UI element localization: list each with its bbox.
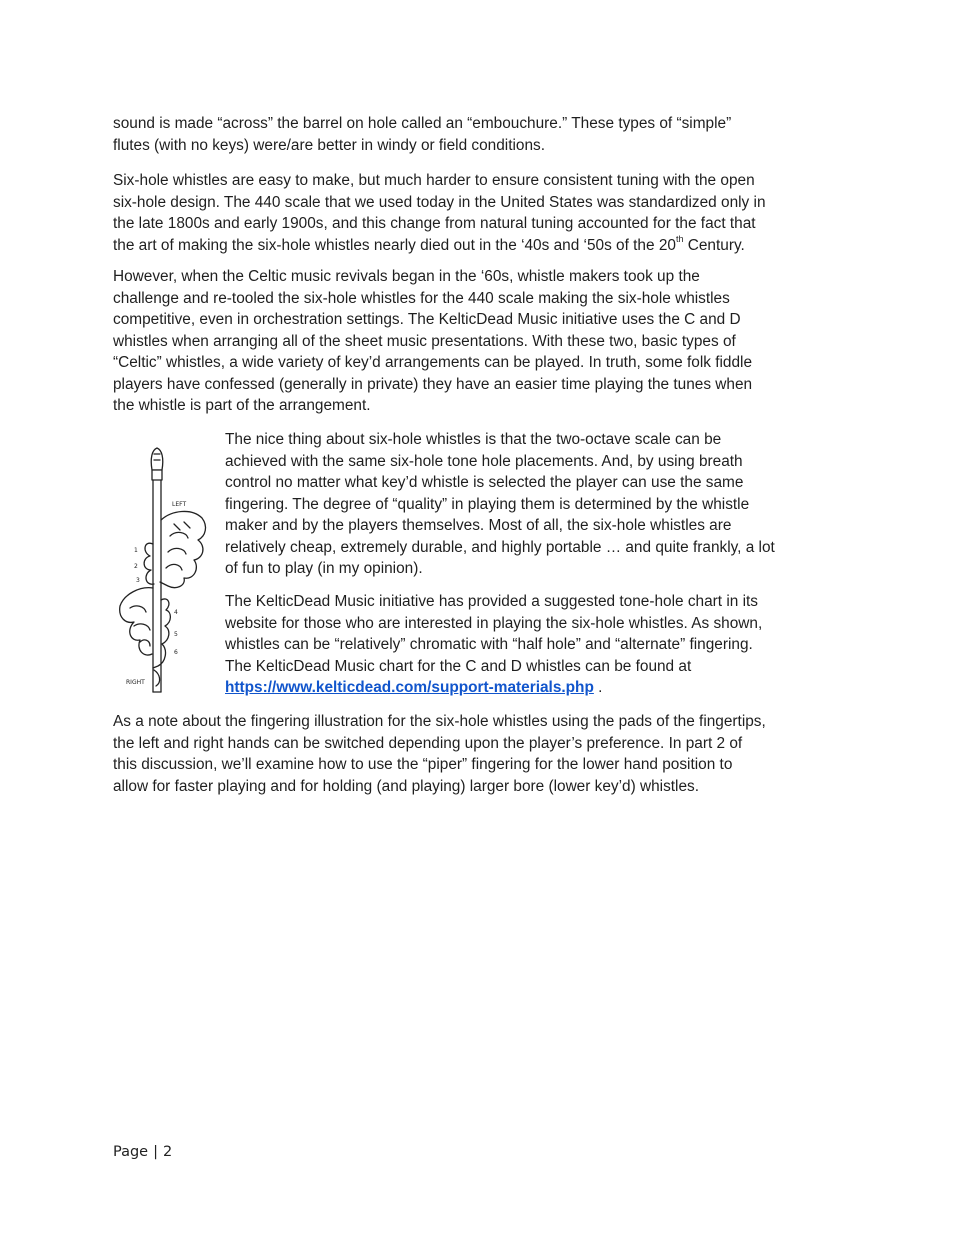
text-line: website for those who are interested in playing the six-hole whistles. As shown, — [225, 614, 763, 632]
text-line: “Celtic” whistles, a wide variety of key’d arrangements can be played. In truth, some folk fiddle — [113, 354, 753, 371]
hole-number: 4 — [174, 609, 178, 616]
page-footer — [113, 1144, 172, 1160]
text-line: whistles can be “relatively” chromatic with “half hole” and “alternate” fingering. — [225, 636, 753, 653]
text-line — [113, 235, 766, 257]
paragraph-celtic-revival — [113, 266, 752, 417]
text-line: of fun to play (in my opinion). — [225, 560, 423, 577]
text-line: control no matter what key’d whistle is selected the player can use the same — [225, 474, 744, 491]
hole-number: 1 — [134, 547, 138, 554]
text-line: achieved with the same six-hole tone hole placements. And, by using breath — [225, 452, 743, 470]
text-line: six-hole design. The 440 scale that we used today in the United States was standardized only in — [113, 193, 766, 211]
paragraph-tone-hole-chart — [225, 591, 762, 699]
illustration-label: RIGHT — [126, 679, 145, 686]
text-line: Six-hole whistles are easy to make, but much harder to ensure consistent tuning with the open — [113, 172, 755, 189]
text-line: allow for faster playing and for holding (and playing) larger bore (lower key’d) whistles. — [113, 777, 699, 795]
text-line: this discussion, we’ll examine how to use the “piper” fingering for the lower hand position to — [113, 756, 733, 773]
hole-number: 6 — [174, 649, 178, 656]
text-line — [225, 677, 762, 699]
page-label: Page — [113, 1144, 149, 1160]
hole-number: 5 — [174, 631, 178, 638]
text-line: competitive, even in orchestration settings. The KelticDead Music initiative uses the C and D — [113, 311, 741, 328]
paragraph-fingering-note — [113, 711, 766, 797]
text-line: The KelticDead Music initiative has provided a suggested tone-hole chart in its — [225, 593, 758, 610]
page-number: 2 — [163, 1144, 173, 1160]
text-line: whistles when arranging all of the sheet music presentations. With these two, basic types of — [113, 332, 736, 350]
text-line: As a note about the fingering illustration for the six-hole whistles using the pads of the fingertips, — [113, 713, 766, 730]
ordinal-superscript: th — [675, 234, 684, 245]
text-line: The KelticDead Music chart for the C and D whistles can be found at — [225, 657, 692, 675]
paragraph-two-octave-scale — [225, 429, 775, 580]
text-line: the left and right hands can be switched depending upon the player’s preference. In part 2 of — [113, 734, 743, 752]
text-fragment: . — [593, 679, 603, 696]
text-line: the whistle is part of the arrangement. — [113, 397, 371, 414]
text-line: fingering. The degree of “quality” in playing them is determined by the whistle — [225, 495, 750, 513]
text-fragment: the art of making the six-hole whistles nearly died out in the ‘40s and ‘50s of the 20 — [113, 236, 676, 254]
support-materials-link[interactable]: https://www.kelticdead.com/support-materials.php — [225, 679, 594, 696]
text-line: However, when the Celtic music revivals began in the ‘60s, whistle makers took up the — [113, 268, 700, 285]
paragraph-six-hole-tuning — [113, 170, 766, 256]
text-line: the late 1800s and early 1900s, and this change from natural tuning accounted for the fact that — [113, 215, 756, 232]
footer-separator: | — [153, 1144, 158, 1160]
text-fragment: Century. — [683, 236, 745, 254]
text-line: maker and by the players themselves. Most of all, the six-hole whistles are — [225, 517, 732, 534]
text-line: flutes (with no keys) were/are better in windy or field conditions. — [113, 136, 545, 154]
illustration-label: LEFT — [172, 501, 187, 508]
text-line: challenge and re-tooled the six-hole whistles for the 440 scale making the six-hole whistles — [113, 289, 730, 307]
text-line: The nice thing about six-hole whistles is that the two-octave scale can be — [225, 431, 722, 448]
whistle-fingering-illustration — [110, 440, 218, 696]
text-line: relatively cheap, extremely durable, and highly portable … and quite frankly, a lot — [225, 538, 775, 556]
text-line: sound is made “across” the barrel on hole called an “embouchure.” These types of “simple” — [113, 115, 732, 132]
hole-number: 2 — [134, 563, 138, 570]
hole-number: 3 — [136, 577, 140, 584]
text-line: players have confessed (generally in private) they have an easier time playing the tunes when — [113, 375, 753, 393]
paragraph-embouchure — [113, 113, 731, 156]
